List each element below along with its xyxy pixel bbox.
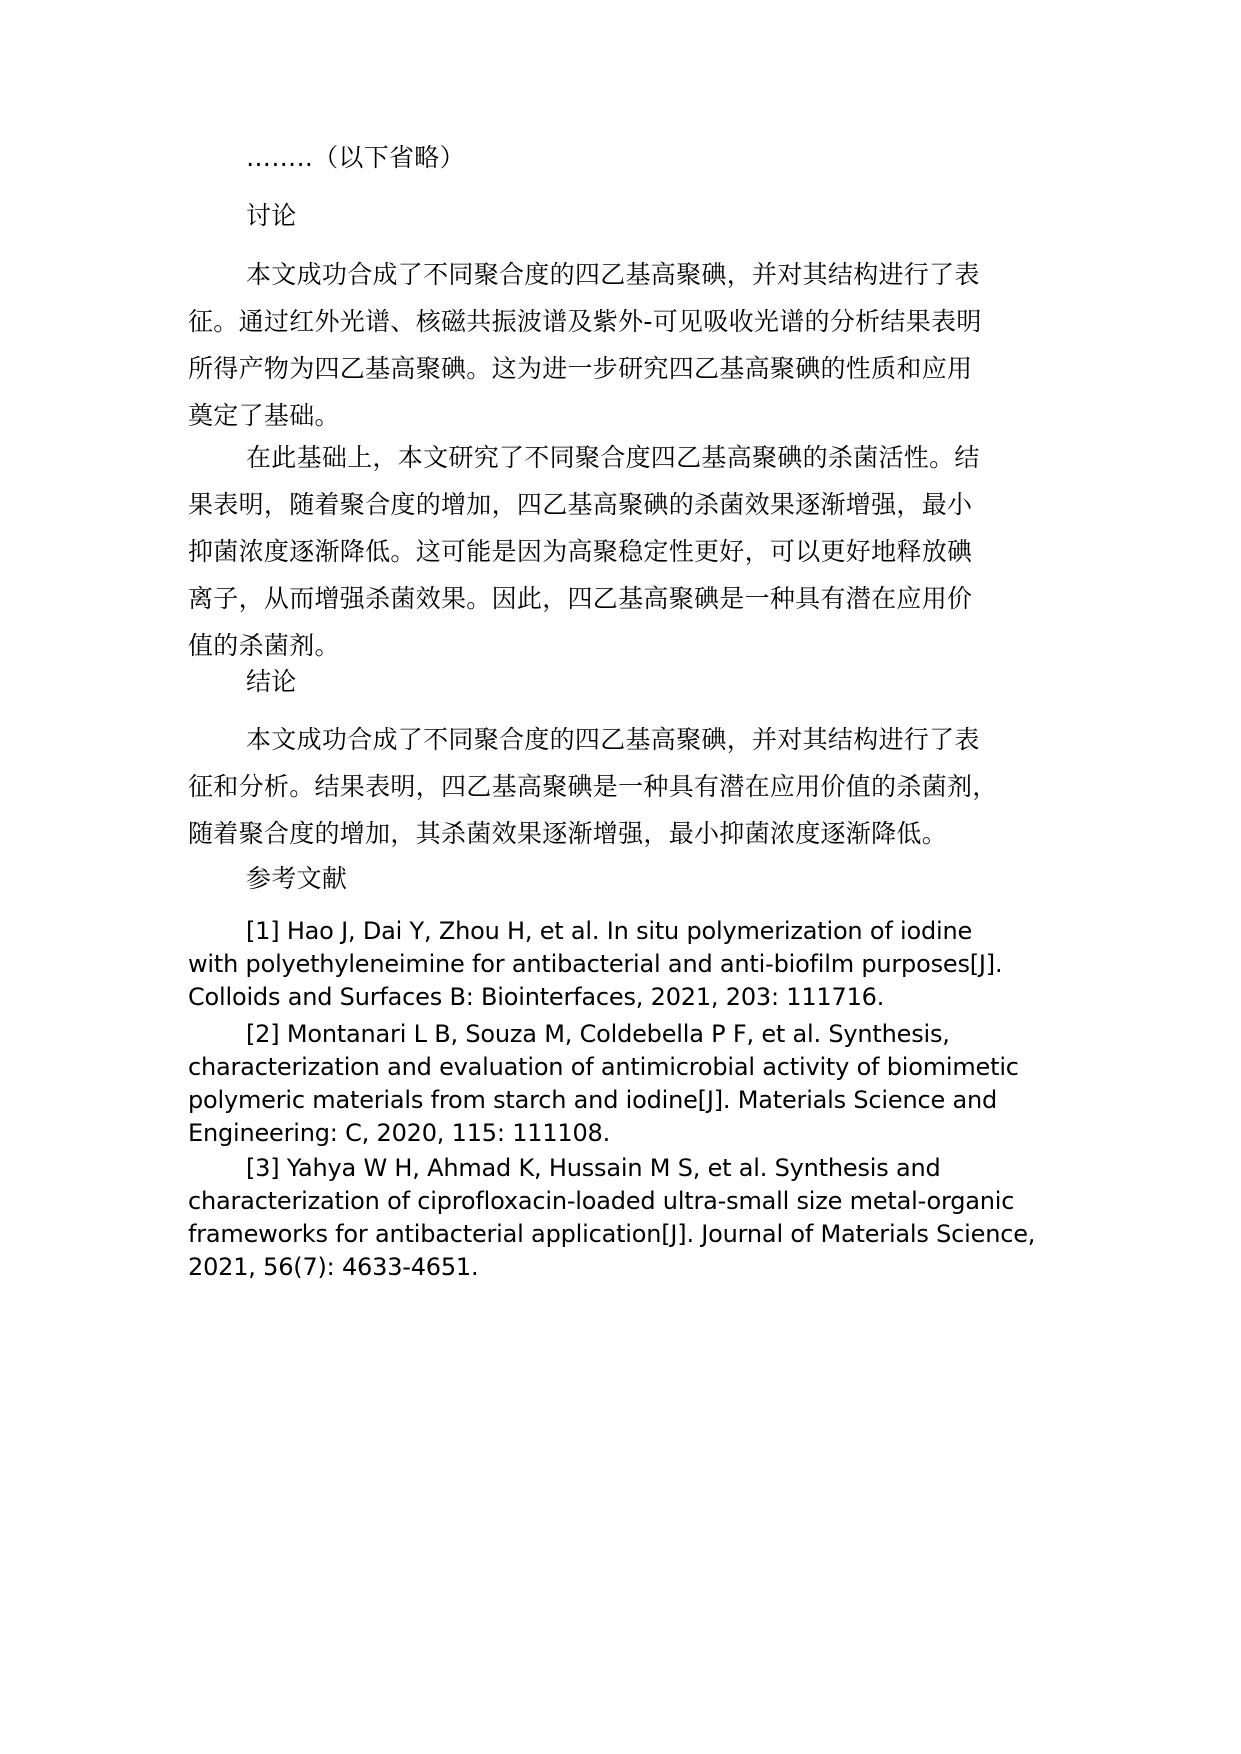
reference-item-2: [188, 1018, 1088, 1150]
reference-line: characterization of ciprofloxacin-loaded ultra-small size metal-organic: [188, 1187, 1015, 1215]
reference-line: [1] Hao J, Dai Y, Zhou H, et al. In situ polymerization of iodine: [246, 917, 973, 945]
discussion-paragraph-2: [188, 434, 1088, 669]
paragraph-line: 征。通过红外光谱、核磁共振波谱及紫外-可见吸收光谱的分析结果表明: [188, 307, 982, 336]
paragraph-line: 值的杀菌剂。: [188, 631, 340, 660]
conclusion-heading: 结论: [246, 667, 297, 696]
paragraph-line: 果表明，随着聚合度的增加，四乙基高聚碘的杀菌效果逐渐增强，最小: [188, 490, 973, 519]
discussion-heading: 讨论: [246, 201, 297, 230]
paragraph-line: 随着聚合度的增加，其杀菌效果逐渐增强，最小抑菌浓度逐渐降低。: [188, 819, 948, 848]
reference-line: frameworks for antibacterial application[J]. Journal of Materials Science,: [188, 1220, 1036, 1248]
reference-line: 2021, 56(7): 4633-4651.: [188, 1253, 479, 1281]
paragraph-line: 本文成功合成了不同聚合度的四乙基高聚碘，并对其结构进行了表: [246, 725, 980, 754]
paragraph-line: 所得产物为四乙基高聚碘。这为进一步研究四乙基高聚碘的性质和应用: [188, 354, 973, 383]
reference-line: Colloids and Surfaces B: Biointerfaces, 2021, 203: 111716.: [188, 983, 885, 1011]
reference-line: [3] Yahya W H, Ahmad K, Hussain M S, et al. Synthesis and: [246, 1154, 941, 1182]
reference-line: with polyethyleneimine for antibacterial and anti-biofilm purposes[J].: [188, 950, 1003, 978]
paragraph-line: 征和分析。结果表明，四乙基高聚碘是一种具有潜在应用价值的杀菌剂，: [188, 772, 998, 801]
reference-line: Engineering: C, 2020, 115: 111108.: [188, 1119, 611, 1147]
discussion-paragraph-1: [188, 251, 1088, 439]
omitted-note: ……..（以下省略）: [246, 143, 465, 172]
reference-line: [2] Montanari L B, Souza M, Coldebella P F, et al. Synthesis,: [246, 1020, 950, 1048]
reference-line: characterization and evaluation of antimicrobial activity of biomimetic: [188, 1053, 1019, 1081]
paragraph-line: 奠定了基础。: [188, 401, 340, 430]
paragraph-line: 抑菌浓度逐渐降低。这可能是因为高聚稳定性更好，可以更好地释放碘: [188, 537, 973, 566]
reference-item-1: [188, 915, 1088, 1014]
paragraph-line: 离子，从而增强杀菌效果。因此，四乙基高聚碘是一种具有潜在应用价: [188, 584, 973, 613]
reference-item-3: [188, 1152, 1088, 1284]
paragraph-line: 在此基础上，本文研究了不同聚合度四乙基高聚碘的杀菌活性。结: [246, 443, 980, 472]
references-heading: 参考文献: [246, 864, 348, 893]
reference-line: polymeric materials from starch and iodine[J]. Materials Science and: [188, 1086, 997, 1114]
paragraph-line: 本文成功合成了不同聚合度的四乙基高聚碘，并对其结构进行了表: [246, 260, 980, 289]
conclusion-paragraph: [188, 716, 1088, 857]
